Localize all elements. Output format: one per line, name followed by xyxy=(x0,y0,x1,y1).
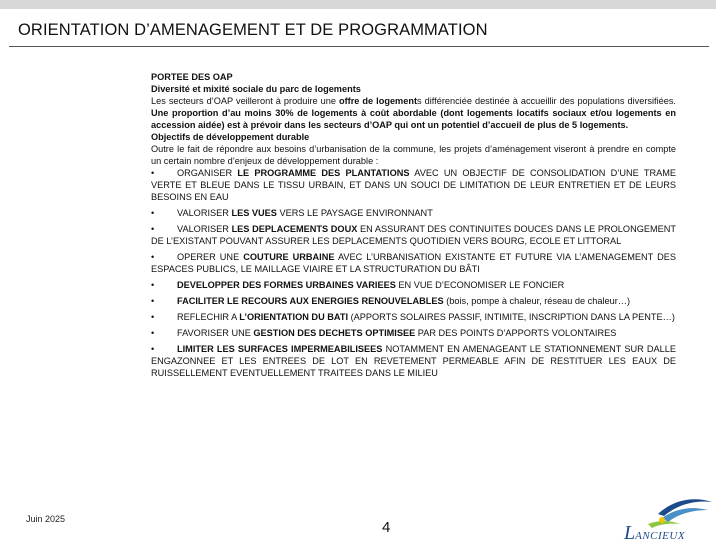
para-bold-1: offre de logement xyxy=(338,96,417,106)
objective-key-phrase: LES DEPLACEMENTS DOUX xyxy=(231,224,358,234)
bullet-dot: • xyxy=(151,296,155,306)
logo-wave-blue xyxy=(658,499,712,516)
footer-date: Juin 2025 xyxy=(26,514,66,524)
intro-paragraph: Outre le fait de répondre aux besoins d’urbanisation de la commune, les projets d’aménagement viseront à prendre en compte un certain nombre d’enjeux de développement durable : xyxy=(151,144,676,166)
heading-objectifs: Objectifs de développement durable xyxy=(151,132,310,142)
para-text-1: Les secteurs d’OAP veilleront à produire une xyxy=(151,96,339,106)
heading-portee: PORTEE DES OAP xyxy=(151,72,233,82)
objective-key-phrase: L’ORIENTATION DU BATI xyxy=(239,312,349,322)
logo-initial: L xyxy=(624,522,636,544)
objective-text-rest: AVEC UN OBJECTIF DE CONSOLIDATION D’UNE TRAME VERTE ET BLEUE DANS LE TISSU URBAIN, ET DANS UN SOUCI DE LIMITATION DE LEUR ENTRETIEN ET DE LEURS BESOINS EN EAU xyxy=(151,168,676,202)
objective-text: VALORISER xyxy=(177,208,232,218)
objective-item xyxy=(151,343,676,379)
bullet-dot: • xyxy=(151,208,155,218)
logo-wordmark xyxy=(624,522,685,545)
objectives-list xyxy=(151,167,676,379)
objective-key-phrase: GESTION DES DECHETS OPTIMISEE xyxy=(253,328,416,338)
objective-text-rest: AVEC L’URBANISATION EXISTANTE ET FUTURE VIA L’AMENAGEMENT DES ESPACES PUBLICS, LE MAILLAGE VIAIRE ET LA STRUCTURATION DU BÂTI xyxy=(151,252,676,274)
objective-item xyxy=(151,327,676,339)
document-body xyxy=(151,71,676,383)
para-bold-2: Une proportion d’au moins 30% de logements à coût abordable (dont logements locatifs sociaux et/ou logements en accession aidée) est à prévoir dans les secteurs d’OAP qui ont un potentiel d’accueil de plus de 5 logements. xyxy=(151,108,676,130)
objective-item xyxy=(151,251,676,275)
objective-text: VALORISER xyxy=(177,224,232,234)
objective-text: OPERER UNE xyxy=(177,252,244,262)
para-text-2: s différenciée destinée à accueillir des populations diversifiées. xyxy=(417,96,676,106)
bullet-dot: • xyxy=(151,344,155,354)
bullet-dot: • xyxy=(151,328,155,338)
objective-item xyxy=(151,311,676,323)
page-title: ORIENTATION D’AMENAGEMENT ET DE PROGRAMMATION xyxy=(18,21,488,39)
bullet-dot: • xyxy=(151,224,155,234)
objective-key-phrase: LES VUES xyxy=(231,208,277,218)
objective-key-phrase: DEVELOPPER DES FORMES URBAINES VARIEES xyxy=(177,280,396,290)
objective-text-rest: VERS LE PAYSAGE ENVIRONNANT xyxy=(276,208,433,218)
bullet-dot: • xyxy=(151,168,155,178)
heading-diversite: Diversité et mixité sociale du parc de logements xyxy=(151,84,361,94)
logo-rest: ANCIEUX xyxy=(635,530,686,542)
objective-text: FAVORISER UNE xyxy=(177,328,254,338)
objective-key-phrase: FACILITER LE RECOURS AUX ENERGIES RENOUVELABLES xyxy=(177,296,444,306)
objective-text-rest: EN VUE D’ECONOMISER LE FONCIER xyxy=(395,280,565,290)
top-bar xyxy=(0,0,716,9)
paragraph-logements xyxy=(151,95,676,131)
objective-item xyxy=(151,207,676,219)
objective-key-phrase: COUTURE URBAINE xyxy=(243,252,335,262)
objective-item xyxy=(151,295,676,307)
objective-text: REFLECHIR A xyxy=(177,312,240,322)
objective-text-rest: EN ASSURANT DES CONTINUITES DOUCES DANS LE PROLONGEMENT DE L’EXISTANT POUVANT ASSURER LES DEPLACEMENTS QUOTIDIEN VERS BOURG, ECOLE ET LITTORAL xyxy=(151,224,677,246)
page-number: 4 xyxy=(382,519,391,536)
bullet-dot: • xyxy=(151,280,155,290)
objective-key-phrase: LE PROGRAMME DES PLANTATIONS xyxy=(237,168,410,178)
bullet-dot: • xyxy=(151,252,155,262)
objective-text-rest: NOTAMMENT EN AMENAGEANT LE STATIONNEMENT SUR DALLE ENGAZONNEE ET LES ENTREES DE LOT EN REVETEMENT PERMEABLE AFIN DE RESTITUER LES EAUX DE RUISSELLEMENT EVENTUELLEMENT TRAITEES DANS LE MILIEU xyxy=(151,344,676,378)
objective-text-rest: PAR DES POINTS D’APPORTS VOLONTAIRES xyxy=(415,328,617,338)
objective-text-rest: (APPORTS SOLAIRES PASSIF, INTIMITE, INSCRIPTION DANS LA PENTE…) xyxy=(348,312,675,322)
objective-item xyxy=(151,223,676,247)
objective-item xyxy=(151,167,676,203)
objective-text: ORGANISER xyxy=(177,168,238,178)
objective-text-rest: (bois, pompe à chaleur, réseau de chaleur…) xyxy=(443,296,631,306)
objective-key-phrase: LIMITER LES SURFACES IMPERMEABILISEES xyxy=(177,344,383,354)
lancieux-logo xyxy=(618,492,714,546)
title-divider xyxy=(9,46,709,47)
objective-item xyxy=(151,279,676,291)
bullet-dot: • xyxy=(151,312,155,322)
